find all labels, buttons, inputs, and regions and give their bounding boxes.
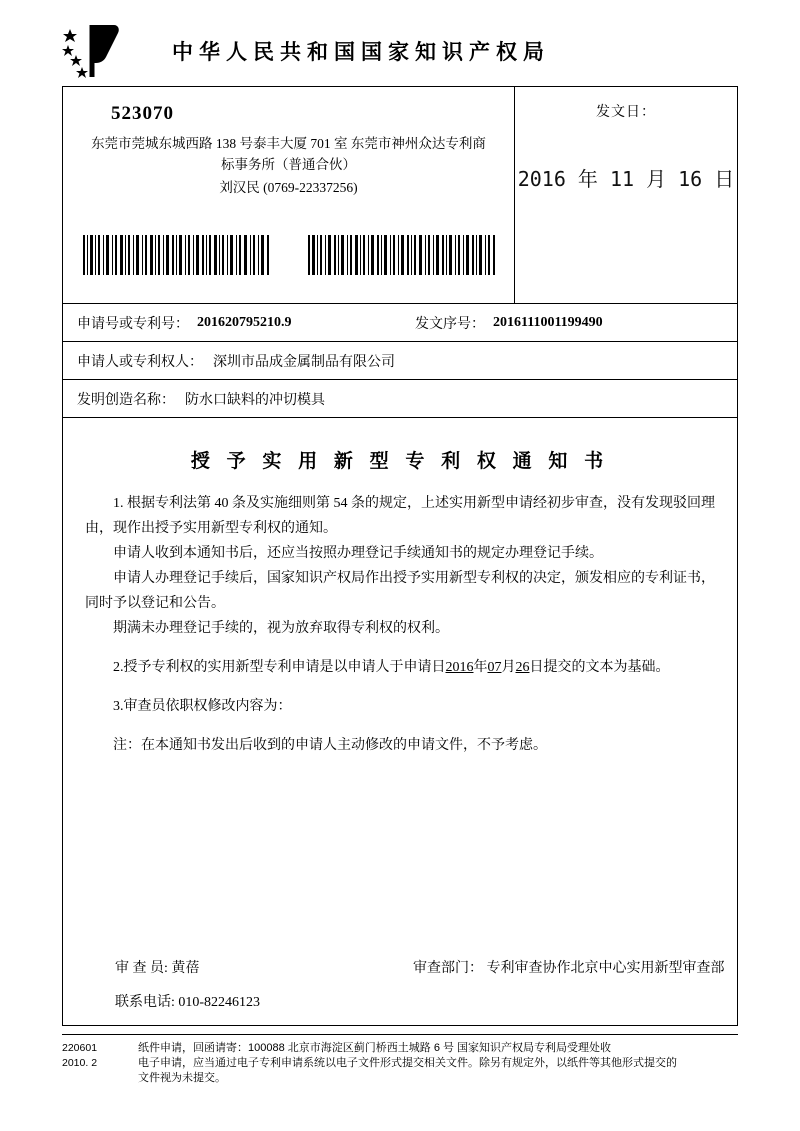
examiner-group: [115, 957, 199, 977]
invention-value: 防水口缺料的冲切模具: [185, 392, 325, 408]
examiner-label: 审 查 员:: [115, 961, 168, 976]
spacer-1: [85, 641, 715, 655]
dispatch-date-label: 发文日：: [596, 105, 656, 120]
signature-block: [63, 947, 737, 1025]
office-title: 中华人民共和国国家知识产权局: [172, 40, 550, 64]
form-code: 220601: [62, 1042, 98, 1054]
cnipa-emblem-icon: [62, 23, 124, 79]
paragraph-1: 1. 根据专利法第 40 条及实施细则第 54 条的规定，上述实用新型申请经初步审查，没有发现驳回理由，现作出授予实用新型专利权的通知。: [85, 496, 715, 536]
filing-month: 07: [487, 660, 502, 675]
barcode-left: [81, 235, 271, 275]
page-title: 授 予 实 用 新 型 专 利 权 通 知 书: [190, 451, 610, 472]
form-date: 2010. 2: [62, 1057, 98, 1069]
footer-line-3: 文件视为未提交。: [138, 1072, 226, 1084]
paragraph-4: 期满未办理登记手续的，视为放弃取得专利权的权利。: [113, 621, 449, 636]
footer-line-1: 纸件申请，回函请寄：100088 北京市海淀区蓟门桥西土城路 6 号 国家知识产权局专利局受理处收: [138, 1042, 612, 1054]
address-line-1: 东莞市莞城东城西路 138 号泰丰大厦 701 室 东莞市神州众达专利商: [91, 136, 486, 151]
barcode-row: [63, 235, 515, 275]
paragraph-2: 申请人收到本通知书后，还应当按照办理登记手续通知书的规定办理登记手续。: [113, 546, 603, 561]
phone-group: [115, 991, 260, 1011]
application-number-row: [63, 304, 737, 342]
form-code-block: [62, 1041, 132, 1071]
footer-line-2: 电子申请，应当通过电子专利申请系统以电子文件形式提交相关文件。除另有规定外，以纸件等其他形式提交的: [138, 1057, 677, 1069]
application-number-value: 201620795210.9: [197, 314, 292, 330]
dispatch-serial-label: 发文序号：: [415, 316, 485, 332]
paragraph-5-prefix: 2.授予专利权的实用新型专利申请是以申请人于申请日: [113, 660, 446, 675]
paragraph-5-suffix: 日提交的文本为基础。: [529, 660, 670, 675]
examiner-value: 黄蓓: [171, 961, 200, 976]
addressee-contact: 刘汉民 (0769‑22337256): [219, 180, 358, 195]
postal-code: 523070: [111, 103, 174, 124]
paragraph-5: [85, 655, 715, 680]
top-row: [63, 87, 737, 304]
phone-label: 联系电话:: [115, 995, 175, 1010]
applicant-row: [63, 342, 737, 380]
applicant-value: 深圳市品成金属制品有限公司: [213, 354, 395, 370]
dispatch-serial-group: [415, 313, 603, 333]
paragraph-3: 申请人办理登记手续后，国家知识产权局作出授予实用新型专利权的决定，颁发相应的专利证书，同时予以登记和公告。: [85, 571, 715, 611]
document-body: [63, 491, 737, 758]
department-label: 审查部门：: [413, 961, 483, 976]
dispatch-serial-value: 2016111001199490: [493, 314, 603, 330]
dispatch-date-cell: [515, 87, 737, 303]
department-value: 专利审查协作北京中心实用新型审查部: [486, 961, 725, 976]
spacer-3: [85, 719, 715, 733]
invention-label: 发明创造名称：: [77, 392, 175, 408]
application-number-label: 申请号或专利号：: [77, 316, 189, 332]
barcode-right: [307, 235, 497, 275]
address-line-2: 标事务所（普通合伙）: [221, 157, 356, 172]
footer-text: [138, 1041, 738, 1086]
phone-value: 010‑82246123: [178, 995, 261, 1010]
dispatch-date-value: 2016 年 11 月 16 日: [517, 167, 735, 191]
document-footer: [62, 1034, 738, 1086]
filing-year-suffix: 年: [473, 660, 488, 675]
applicant-label: 申请人或专利权人：: [77, 354, 203, 370]
note-text: 注：在本通知书发出后收到的申请人主动修改的申请文件，不予考虑。: [113, 738, 547, 753]
filing-day: 26: [515, 660, 530, 675]
filing-year: 2016: [445, 660, 474, 675]
document-header: [62, 22, 738, 80]
spacer-2: [85, 680, 715, 694]
filing-month-suffix: 月: [501, 660, 516, 675]
invention-row: [63, 380, 737, 418]
department-group: [413, 957, 725, 977]
paragraph-6: 3.审查员依职权修改内容为：: [113, 699, 292, 714]
document-frame: [62, 86, 738, 1026]
